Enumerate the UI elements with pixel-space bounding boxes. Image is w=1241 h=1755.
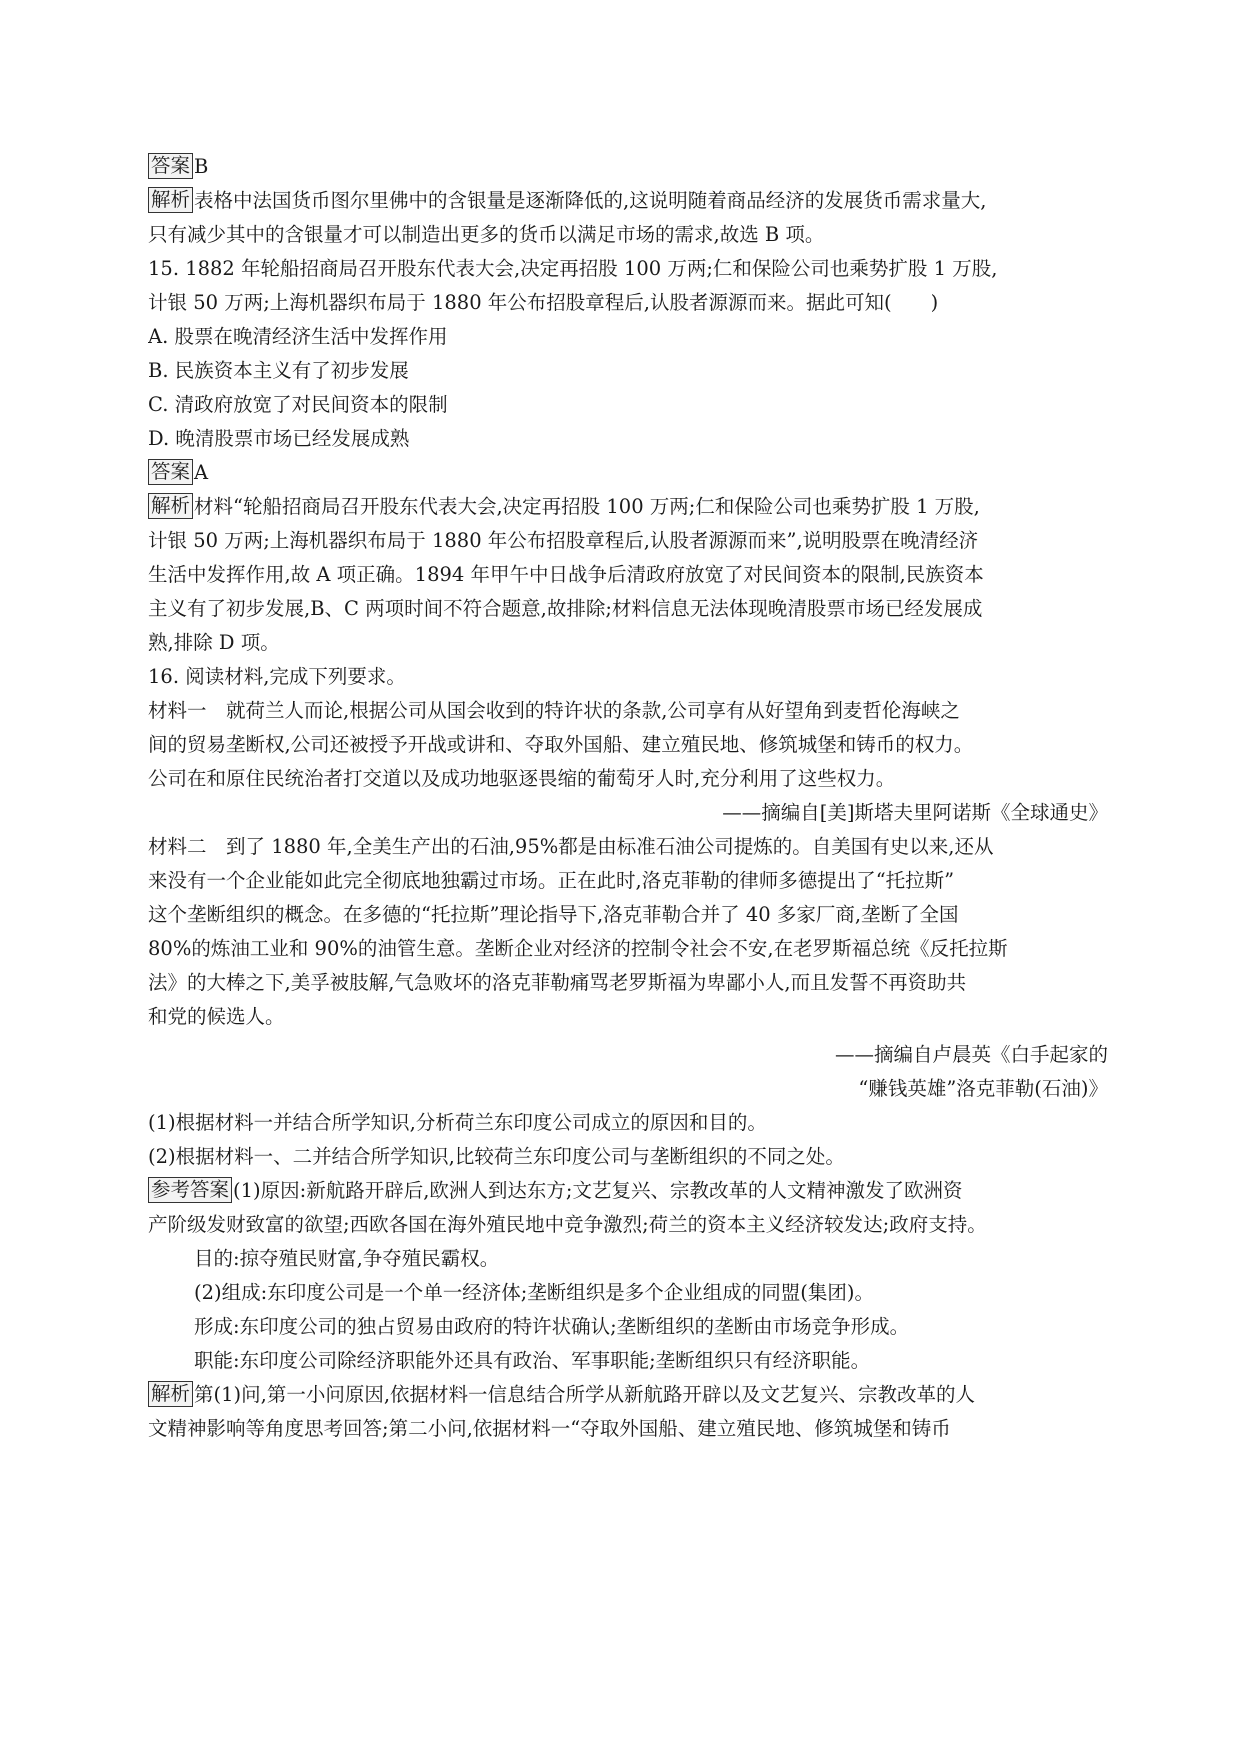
q14-analysis-text: 只有减少其中的含银量才可以制造出更多的货币以满足市场的需求,故选 B 项。 [148,223,825,246]
q14-analysis-line [148,186,1108,216]
q16-reference-answer-line [148,1176,1108,1206]
q16-reference-answer-text: 产阶级发财致富的欲望;西欧各国在海外殖民地中竞争激烈;荷兰的资本主义经济较发达;政府支持。 [148,1213,987,1236]
q16-question-2: (2)根据材料一、二并结合所学知识,比较荷兰东印度公司与垄断组织的不同之处。 [148,1145,845,1168]
q16-material2: 80%的炼油工业和 90%的油管生意。垄断企业对经济的控制令社会不安,在老罗斯福总统《反托拉斯 [148,937,1008,960]
q16-material2-source: ——摘编自卢晨英《白手起家的 [834,1043,1108,1066]
q16-reference-answer-text: (2)组成:东印度公司是一个单一经济体;垄断组织是多个企业组成的同盟(集团)。 [194,1281,874,1304]
q15-answer: A [194,461,209,484]
answer-tag: 答案 [148,459,193,485]
q14-answer: B [194,155,209,178]
q16-material1: 公司在和原住民统治者打交道以及成功地驱逐畏缩的葡萄牙人时,充分利用了这些权力。 [148,767,896,790]
reference-answer-tag: 参考答案 [148,1177,232,1203]
q15-option-d: D. 晚清股票市场已经发展成熟 [148,427,410,450]
q16-material2: 来没有一个企业能如此完全彻底地独霸过市场。正在此时,洛克菲勒的律师多德提出了“托拉斯” [148,869,955,892]
q16-analysis-text: 文精神影响等角度思考回答;第二小问,依据材料一“夺取外国船、建立殖民地、修筑城堡和铸币 [148,1417,951,1440]
q16-material2: 和党的候选人。 [148,1005,285,1028]
q15-stem: 计银 50 万两;上海机器织布局于 1880 年公布招股章程后,认股者源源而来。据此可知( ) [148,291,939,314]
q15-answer-line [148,458,1108,488]
q14-answer-line [148,152,1108,182]
q16-reference-answer-text: 职能:东印度公司除经济职能外还具有政治、军事职能;垄断组织只有经济职能。 [194,1349,871,1372]
q16-stem: 16. 阅读材料,完成下列要求。 [148,665,406,688]
q16-material2: 这个垄断组织的概念。在多德的“托拉斯”理论指导下,洛克菲勒合并了 40 多家厂商,垄断了全国 [148,903,959,926]
q16-analysis-text: 第(1)问,第一小问原因,依据材料一信息结合所学从新航路开辟以及文艺复兴、宗教改革的人 [194,1383,976,1406]
q15-option-b: B. 民族资本主义有了初步发展 [148,359,409,382]
q15-analysis-text: 主义有了初步发展,B、C 两项时间不符合题意,故排除;材料信息无法体现晚清股票市场已经发展成 [148,597,983,620]
q16-material2-source: “赚钱英雄”洛克菲勒(石油)》 [858,1077,1108,1100]
q16-material2: 材料二 到了 1880 年,全美生产出的石油,95%都是由标准石油公司提炼的。自美国有史以来,还从 [148,835,994,858]
q16-reference-answer-text: 目的:掠夺殖民财富,争夺殖民霸权。 [194,1247,500,1270]
q15-analysis-text: 熟,排除 D 项。 [148,631,280,654]
q16-question-1: (1)根据材料一并结合所学知识,分析荷兰东印度公司成立的原因和目的。 [148,1111,767,1134]
analysis-tag: 解析 [148,493,193,519]
analysis-tag: 解析 [148,1381,193,1407]
q16-reference-answer-text: (1)原因:新航路开辟后,欧洲人到达东方;文艺复兴、宗教改革的人文精神激发了欧洲资 [233,1179,963,1202]
q15-analysis-line [148,492,1108,522]
q15-analysis-text: 计银 50 万两;上海机器织布局于 1880 年公布招股章程后,认股者源源而来”,说明股票在晚清经济 [148,529,979,552]
q14-analysis-text: 表格中法国货币图尔里佛中的含银量是逐渐降低的,这说明随着商品经济的发展货币需求量大, [194,189,987,212]
answer-tag: 答案 [148,153,193,179]
q16-analysis-line [148,1380,1108,1410]
analysis-tag: 解析 [148,187,193,213]
q16-material2: 法》的大棒之下,美孚被肢解,气急败坏的洛克菲勒痛骂老罗斯福为卑鄙小人,而且发誓不再资助共 [148,971,967,994]
q16-material1-source: ——摘编自[美]斯塔夫里阿诺斯《全球通史》 [722,801,1108,824]
q15-option-a: A. 股票在晚清经济生活中发挥作用 [148,325,448,348]
q16-material1: 间的贸易垄断权,公司还被授予开战或讲和、夺取外国船、建立殖民地、修筑城堡和铸币的权力。 [148,733,974,756]
q16-reference-answer-text: 形成:东印度公司的独占贸易由政府的特许状确认;垄断组织的垄断由市场竞争形成。 [194,1315,910,1338]
q15-option-c: C. 清政府放宽了对民间资本的限制 [148,393,448,416]
q15-stem: 15. 1882 年轮船招商局召开股东代表大会,决定再招股 100 万两;仁和保险公司也乘势扩股 1 万股, [148,257,998,280]
q15-analysis-text: 生活中发挥作用,故 A 项正确。1894 年甲午中日战争后清政府放宽了对民间资本的限制,民族资本 [148,563,984,586]
q16-material1: 材料一 就荷兰人而论,根据公司从国会收到的特许状的条款,公司享有从好望角到麦哲伦海峡之 [148,699,960,722]
q15-analysis-text: 材料“轮船招商局召开股东代表大会,决定再招股 100 万两;仁和保险公司也乘势扩股 1 万股, [194,495,980,518]
